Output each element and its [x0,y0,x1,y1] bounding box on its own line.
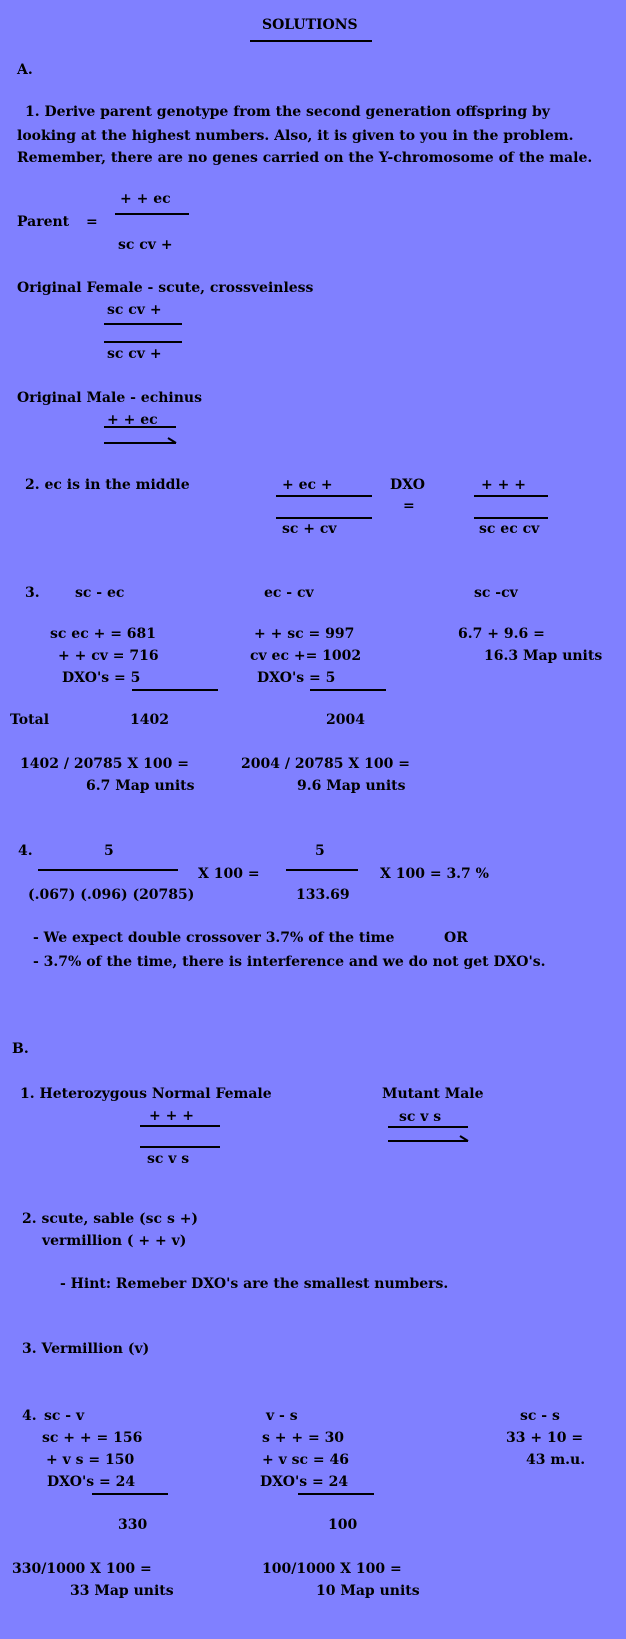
female-line-1 [104,323,182,325]
b4-total-1: 330 [118,1517,148,1533]
b4-col3-row1: 33 + 10 = [506,1430,584,1446]
original-male-label: Original Male - echinus [17,390,202,406]
a4-bullet-1: - We expect double crossover 3.7% of the time [33,930,395,946]
a4-number: 4. [18,843,33,859]
a2-text: 2. ec is in the middle [25,477,190,493]
b2-line-2: vermillion ( + + v) [42,1233,187,1249]
a3-col3-row1: 6.7 + 9.6 = [458,626,545,642]
b4-col2-row1: s + + = 30 [262,1430,345,1446]
b4-calc-2: 100/1000 X 100 = [262,1561,402,1577]
male-y-arrow [104,437,178,447]
a3-calc-2: 2004 / 20785 X 100 = [241,756,410,772]
parent-genotype-bottom: sc cv + [118,237,173,253]
b2-hint: - Hint: Remeber DXO's are the smallest numbers. [60,1276,449,1292]
b4-col2-dxo: DXO's = 24 [260,1474,349,1490]
a3-result-1: 6.7 Map units [86,778,195,794]
a2-left-line-1 [276,495,372,497]
a2-left-bottom: sc + cv [282,521,337,537]
a4-numerator-2: 5 [315,843,325,859]
a1-line-3: Remember, there are no genes carried on the Y-chromosome of the male. [17,150,593,166]
a1-line-2: looking at the highest numbers. Also, it is given to you in the problem. [17,128,574,144]
a3-col2-sum-line [310,689,386,691]
a3-result-2: 9.6 Map units [297,778,406,794]
a3-col1-sum-line [132,689,218,691]
male-genotype-top: + + ec [107,412,158,428]
a3-col2-row2: cv ec += 1002 [250,648,362,664]
b4-col1-row2: + v s = 150 [46,1452,135,1468]
a4-or: OR [444,930,468,946]
female-genotype-top: sc cv + [107,302,162,318]
a2-right-top: + + + [481,477,526,493]
b4-col2-row2: + v sc = 46 [262,1452,349,1468]
a4-numerator-1: 5 [104,843,114,859]
a4-times-100-a: X 100 = [198,866,260,882]
b1-female-line-2 [140,1146,220,1148]
a2-right-bottom: sc ec cv [479,521,540,537]
a4-bullet-2: - 3.7% of the time, there is interference and we do not get DXO's. [33,954,546,970]
b2-line-1: 2. scute, sable (sc s +) [22,1211,199,1227]
a3-col1-head: sc - ec [75,585,125,601]
a3-col2-dxo: DXO's = 5 [257,670,336,686]
a3-col3-row2: 16.3 Map units [484,648,603,664]
a3-col2-row1: + + sc = 997 [254,626,355,642]
b1-female-label: 1. Heterozygous Normal Female [20,1086,272,1102]
parent-equals: = [86,214,98,230]
a2-equals: = [403,498,415,514]
b4-number: 4. [22,1408,37,1424]
b4-result-2: 10 Map units [316,1583,420,1599]
female-genotype-bottom: sc cv + [107,346,162,362]
a2-left-line-2 [276,517,372,519]
a2-dxo-label: DXO [390,477,425,493]
b1-female-top: + + + [149,1108,194,1124]
b4-total-2: 100 [328,1517,358,1533]
a4-denominator-2: 133.69 [296,887,350,903]
a3-col2-head: ec - cv [264,585,314,601]
a4-denominator-1: (.067) (.096) (20785) [28,887,195,903]
b4-col3-head: sc - s [520,1408,560,1424]
a2-right-line-2 [474,517,548,519]
b4-result-1: 33 Map units [70,1583,174,1599]
a3-total-2: 2004 [326,712,365,728]
parent-label: Parent [17,214,70,230]
page-title: SOLUTIONS [262,17,358,33]
b1-male-label: Mutant Male [382,1086,484,1102]
a2-right-line-1 [474,495,548,497]
male-line [104,426,176,428]
b4-col3-row2: 43 m.u. [526,1452,586,1468]
b1-female-line-1 [140,1125,220,1127]
parent-genotype-top: + + ec [120,191,171,207]
section-a-heading: A. [17,62,33,78]
a3-col1-row2: + + cv = 716 [58,648,159,664]
a3-col1-dxo: DXO's = 5 [62,670,141,686]
section-b-heading: B. [12,1041,29,1057]
a4-times-100-b: X 100 = 3.7 % [380,866,489,882]
a4-fraction-line-1 [38,869,178,871]
a3-total-label: Total [10,712,50,728]
b4-col1-row1: sc + + = 156 [42,1430,143,1446]
b4-col1-dxo: DXO's = 24 [47,1474,136,1490]
b1-male-y-arrow [388,1135,470,1145]
a3-calc-1: 1402 / 20785 X 100 = [20,756,189,772]
a3-col1-row1: sc ec + = 681 [50,626,157,642]
a1-line-1: 1. Derive parent genotype from the second generation offspring by [25,104,550,120]
b4-col1-sum-line [92,1493,168,1495]
female-line-2 [104,341,182,343]
a4-fraction-line-2 [286,869,358,871]
title-underline [250,40,372,42]
a3-number: 3. [25,585,40,601]
parent-fraction-line [115,213,189,215]
original-female-label: Original Female - scute, crossveinless [17,280,314,296]
b1-male-line [388,1126,468,1128]
b1-female-bottom: sc v s [147,1151,190,1167]
a2-left-top: + ec + [282,477,333,493]
b3-text: 3. Vermillion (v) [22,1341,150,1357]
b4-col2-head: v - s [266,1408,298,1424]
b4-calc-1: 330/1000 X 100 = [12,1561,152,1577]
b1-male-top: sc v s [399,1109,442,1125]
b4-col1-head: sc - v [44,1408,85,1424]
b4-col2-sum-line [298,1493,374,1495]
a3-total-1: 1402 [130,712,169,728]
a3-col3-head: sc -cv [474,585,518,601]
